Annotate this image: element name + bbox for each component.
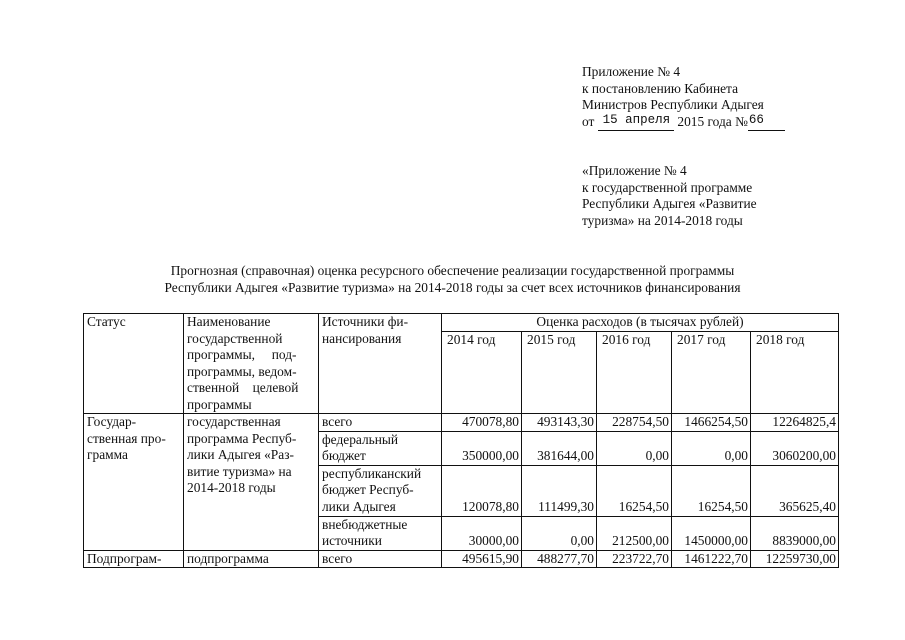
source-line: лики Адыгея	[322, 498, 396, 514]
value-cell: 495615,90	[442, 550, 522, 568]
doc-number-field	[748, 112, 785, 131]
header-sources-line: нансирования	[322, 330, 402, 346]
program-ref-line: туризма» на 2014-2018 годы	[582, 212, 743, 228]
value-cell: 223722,70	[597, 550, 672, 568]
appendix-header	[582, 64, 785, 131]
value-cell: 8839000,00	[751, 516, 839, 550]
value-cell: 0,00	[672, 431, 751, 465]
header-sources	[319, 314, 442, 414]
appendix-header-line: к постановлению Кабинета	[582, 80, 739, 96]
header-name-line: ственной целевой	[187, 380, 299, 395]
program-name-line: 2014-2018 годы	[187, 480, 276, 495]
program-name	[184, 414, 319, 551]
value-cell: 120078,80	[442, 465, 522, 516]
program-status-line: грамма	[87, 447, 128, 462]
value-cell: 1450000,00	[672, 516, 751, 550]
title-line-1: Прогнозная (справочная) оценка ресурсного обеспечение реализации государственной программы	[170, 263, 735, 278]
program-name-line: программа Респуб-	[187, 430, 297, 446]
appendix-header-line: Министров Республики Адыгея	[582, 97, 764, 112]
value-cell: 212500,00	[597, 516, 672, 550]
value-cell: 350000,00	[442, 431, 522, 465]
value-cell: 16254,50	[672, 465, 751, 516]
table-row	[84, 550, 839, 568]
source-line: бюджет Респуб-	[322, 482, 414, 497]
header-name-line: Наименование	[187, 314, 271, 329]
source-line: республиканский	[322, 465, 422, 481]
appendix-date-line	[582, 114, 785, 131]
value-cell: 1461222,70	[672, 550, 751, 568]
program-ref-line: Республики Адыгея «Развитие	[582, 196, 757, 211]
value-cell: 365625,40	[751, 465, 839, 516]
source-cell: всего	[319, 414, 442, 432]
header-year: 2015 год	[522, 331, 597, 413]
appendix-header-line: Приложение № 4	[582, 64, 681, 79]
doc-number-handwritten: 66	[748, 112, 764, 127]
program-status-line: ственная про-	[87, 430, 166, 446]
value-cell: 12264825,4	[751, 414, 839, 432]
value-cell: 3060200,00	[751, 431, 839, 465]
value-cell: 30000,00	[442, 516, 522, 550]
source-line: внебюджетные	[322, 516, 408, 532]
program-ref-line: «Приложение № 4	[582, 163, 687, 178]
header-year: 2014 год	[442, 331, 522, 413]
program-reference	[582, 163, 757, 229]
subprogram-status: Подпрограм-	[84, 550, 184, 568]
header-name-line: программы	[187, 396, 252, 412]
value-cell: 1466254,50	[672, 414, 751, 432]
program-name-line: лики Адыгея «Раз-	[187, 447, 294, 462]
header-sources-line: Источники фи-	[322, 314, 409, 329]
title-line-2: Республики Адыгея «Развитие туризма» на 2014-2018 годы за счет всех источников финансирования	[164, 280, 741, 295]
source-cell	[319, 516, 442, 550]
program-name-line: витие туризма» на	[187, 463, 292, 479]
header-estimate: Оценка расходов (в тысячах рублей)	[442, 314, 839, 332]
value-cell: 0,00	[522, 516, 597, 550]
source-line: бюджет	[322, 448, 366, 463]
header-name-line: государственной	[187, 330, 283, 346]
date-prefix: от	[582, 113, 595, 129]
table-row	[84, 414, 839, 432]
value-cell: 0,00	[597, 431, 672, 465]
value-cell: 12259730,00	[751, 550, 839, 568]
header-year: 2018 год	[751, 331, 839, 413]
source-cell: всего	[319, 550, 442, 568]
source-cell	[319, 431, 442, 465]
source-cell	[319, 465, 442, 516]
program-status-line: Государ-	[87, 414, 137, 429]
subprogram-name: подпрограмма	[184, 550, 319, 568]
value-cell: 381644,00	[522, 431, 597, 465]
program-name-line: государственная	[187, 414, 281, 429]
source-line: федеральный	[322, 431, 399, 447]
value-cell: 488277,70	[522, 550, 597, 568]
header-year: 2016 год	[597, 331, 672, 413]
value-cell: 228754,50	[597, 414, 672, 432]
header-name	[184, 314, 319, 414]
program-status	[84, 414, 184, 551]
document-title	[0, 262, 905, 296]
date-day-field	[598, 112, 674, 131]
program-ref-line: к государственной программе	[582, 179, 753, 195]
funding-table	[83, 313, 839, 568]
source-line: источники	[322, 533, 382, 548]
value-cell: 470078,80	[442, 414, 522, 432]
header-name-line: программы, ведом-	[187, 363, 297, 379]
header-status: Статус	[84, 314, 184, 414]
value-cell: 493143,30	[522, 414, 597, 432]
date-suffix: 2015 года №	[677, 113, 748, 129]
header-year: 2017 год	[672, 331, 751, 413]
header-name-line: программы, под-	[187, 347, 297, 362]
value-cell: 16254,50	[597, 465, 672, 516]
date-day-handwritten: 15 апреля	[602, 112, 671, 127]
header-row	[84, 314, 839, 332]
value-cell: 111499,30	[522, 465, 597, 516]
